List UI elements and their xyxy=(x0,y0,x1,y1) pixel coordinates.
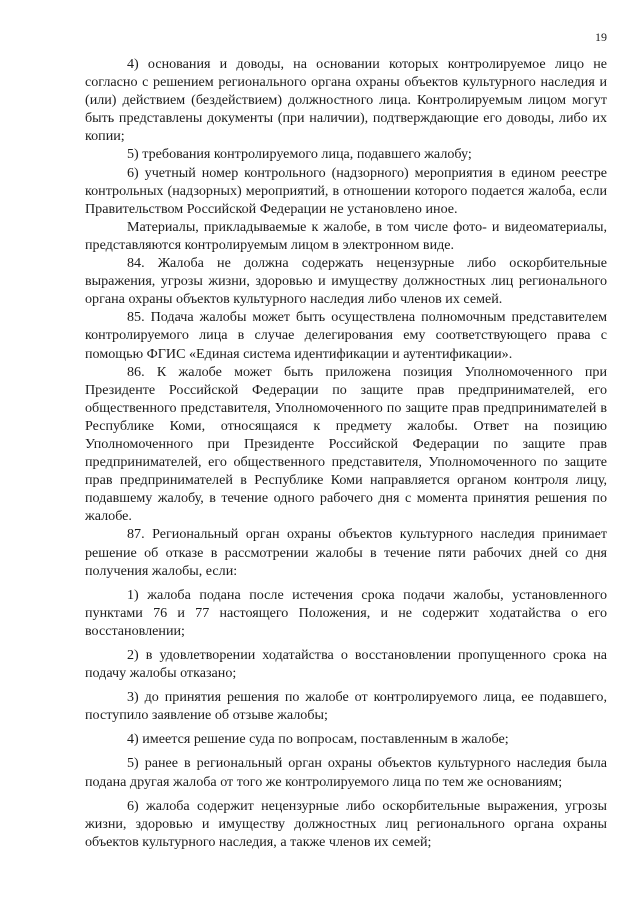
paragraph: 86. К жалобе может быть приложена позиция Уполномоченного при Президенте Российской Федерации по защите прав предпринимателей, его общественного представителя, Уполномоченного по защите прав предпринимателей в Республике Коми, относящаяся к предмету жалобы. Ответ на позицию Уполномоченного при Президенте Российской Федерации по защите прав предпринимателей, его общественного представителя, Уполномоченного по защите прав предпринимателей в Республике Коми направляется органом контроля лицу, подавшему жалобу, в течение одного рабочего дня с момента принятия решения по жалобе. xyxy=(85,363,607,525)
paragraph: 6) учетный номер контрольного (надзорного) мероприятия в едином реестре контрольных (надзорных) мероприятий, в отношении которого подается жалоба, если Правительством Российской Федерации не установлено иное. xyxy=(85,164,607,217)
paragraph: 4) имеется решение суда по вопросам, поставленным в жалобе; xyxy=(127,731,509,748)
paragraph: 2) в удовлетворении ходатайства о восстановлении пропущенного срока на подачу жалобы отказано; xyxy=(85,647,607,682)
paragraph: 85. Подача жалобы может быть осуществлена полномочным представителем контролируемого лица в случае делегирования ему соответствующего права с помощью ФГИС «Единая система идентификации и аутентификации». xyxy=(85,309,607,362)
paragraph: 4) основания и доводы, на основании которых контролируемое лицо не согласно с решением регионального органа охраны объектов культурного наследия и (или) действием (бездействием) должностного лица. Контролируемым лицом могут быть представлены документы (при наличии), подтверждающие его доводы, либо их копии; xyxy=(85,56,607,145)
paragraph: 84. Жалоба не должна содержать нецензурные либо оскорбительные выражения, угрозы жизни, здоровью и имуществу должностных лиц регионального органа охраны объектов культурного наследия либо членов их семей. xyxy=(85,255,607,308)
paragraph: Материалы, прикладываемые к жалобе, в том числе фото- и видеоматериалы, представляются контролируемым лицом в электронном виде. xyxy=(85,218,607,253)
paragraph: 5) требования контролируемого лица, подавшего жалобу; xyxy=(127,146,472,163)
paragraph: 5) ранее в региональный орган охраны объектов культурного наследия была подана другая жалоба от того же контролируемого лица по тем же основаниям; xyxy=(85,755,607,790)
paragraph: 1) жалоба подана после истечения срока подачи жалобы, установленного пунктами 76 и 77 настоящего Положения, и не содержит ходатайства о его восстановлении; xyxy=(85,586,607,639)
page-number: 19 xyxy=(595,30,607,44)
paragraph: 3) до принятия решения по жалобе от контролируемого лица, ее подавшего, поступило заявление об отзыве жалобы; xyxy=(85,689,607,724)
paragraph: 87. Региональный орган охраны объектов культурного наследия принимает решение об отказе в рассмотрении жалобы в течение пяти рабочих дней со дня получения жалобы, если: xyxy=(85,526,607,579)
document-body xyxy=(85,55,607,851)
paragraph: 6) жалоба содержит нецензурные либо оскорбительные выражения, угрозы жизни, здоровью и имуществу должностных лиц регионального органа охраны объектов культурного наследия, а также членов их семей; xyxy=(85,797,607,850)
